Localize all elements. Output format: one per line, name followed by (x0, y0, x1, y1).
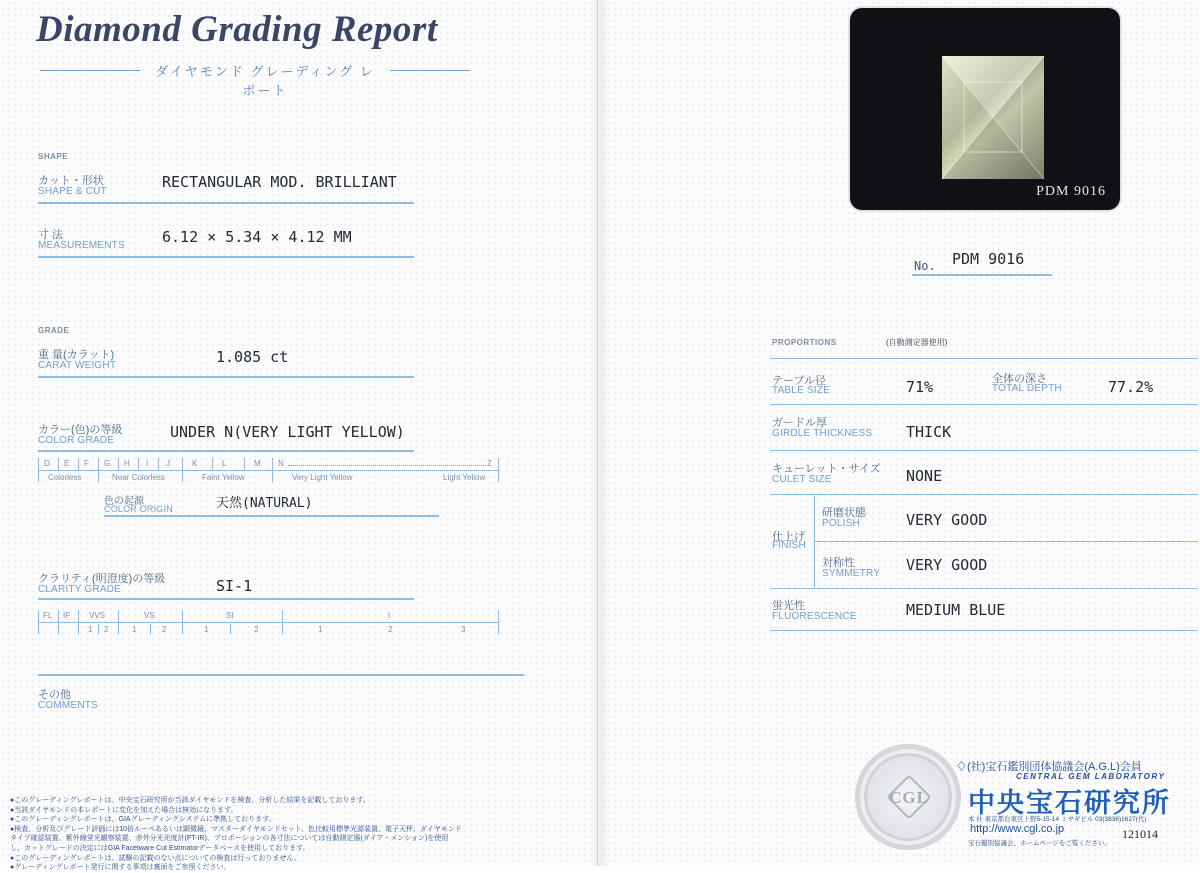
color-scale-letter-i: I (146, 459, 149, 468)
table-size-label-jp: テーブル径 (772, 375, 827, 387)
fine-print-line: ●このグレーディングレポートは、中央宝石研究所が当該ダイヤモンドを検査、分析した結果を記載しております。 (10, 797, 370, 804)
color-scale-baseline (38, 470, 499, 471)
polish-label-en: POLISH (822, 518, 860, 529)
report-title: Diamond Grading Report (36, 9, 438, 50)
carat-rule (38, 376, 414, 378)
clarity-scale-tick (98, 624, 99, 634)
color-scale-letter-h: H (124, 459, 130, 468)
color-scale-letter-m: M (254, 459, 261, 468)
fluorescence-label-jp: 蛍光性 (772, 600, 805, 612)
color-origin-label-jp: 色の起源 (104, 496, 144, 507)
comments-label-jp: その他 (38, 689, 71, 701)
proportions-top-rule (770, 358, 1198, 359)
clarity-label-jp: クラリティ(明澄度)の等級 (38, 573, 166, 585)
shape-cut-label-en: SHAPE & CUT (38, 186, 107, 197)
color-grade-label-en: COLOR GRADE (38, 435, 115, 446)
color-group-light-yellow: Light Yellow (443, 473, 486, 482)
culet-value: NONE (906, 467, 943, 485)
girdle-value: THICK (906, 423, 952, 441)
color-grade-rule (38, 450, 414, 452)
shape-cut-rule (38, 202, 414, 204)
clarity-rule (38, 598, 414, 600)
table-size-rule (770, 404, 1198, 405)
carat-label-jp: 重 量(カラット) (38, 349, 115, 361)
association-text: (社)宝石鑑別団体協議会(A.G.L)会員 (967, 761, 1142, 773)
table-size-value: 71% (906, 378, 934, 396)
fine-print (10, 796, 550, 873)
fluorescence-value: MEDIUM BLUE (906, 601, 1006, 619)
clarity-sub-si2: 2 (254, 625, 259, 634)
reference-number: 121014 (1122, 827, 1158, 841)
clarity-group-i: I (388, 611, 391, 620)
color-scale-tick (138, 458, 139, 470)
polish-rule (814, 541, 1198, 542)
measurements-label-en: MEASUREMENTS (38, 240, 125, 251)
clarity-sub-vs2: 2 (162, 625, 167, 634)
clarity-sub-i2: 2 (388, 625, 393, 634)
polish-value: VERY GOOD (906, 511, 988, 529)
clarity-sub-vvs2: 2 (104, 625, 109, 634)
fine-print-line: ●このグレーディングレポートは、GIAグレーディングシステムに準拠しております。 (10, 816, 276, 824)
girdle-label-jp: ガードル厚 (772, 417, 827, 429)
laboratory-name-en: CENTRAL GEM LABORATORY (1016, 772, 1166, 781)
total-depth-label-en: TOTAL DEPTH (992, 383, 1062, 394)
color-group-faint-yellow: Faint Yellow (202, 473, 245, 482)
color-origin-rule (104, 515, 439, 517)
color-scale-tick (244, 458, 245, 470)
measurements-value: 6.12 × 5.34 × 4.12 MM (162, 228, 352, 246)
color-scale-tick (158, 458, 159, 470)
fine-print-line: し、カットグレードの決定にはGIA Facetware Cut Estimatorデータベースを使用しております。 (10, 844, 310, 852)
color-origin-label-en: COLOR ORIGIN (104, 504, 173, 514)
clarity-value: SI-1 (216, 577, 253, 595)
fluorescence-label-en: FLUORESCENCE (772, 611, 857, 622)
measurements-label-jp: 寸 法 (38, 229, 64, 241)
fine-print-line: タイプ確認装置、紫外線蛍光観察装置、赤外分光光度計(FT-IR)、プロポーションの各寸法については自動測定器(ダイア・メンション)を使用 (10, 835, 449, 843)
color-origin-value: 天然(NATURAL) (216, 496, 313, 511)
clarity-scale-tick (150, 624, 151, 634)
finish-label-en: FINISH (772, 540, 806, 551)
clarity-group-fl: FL (43, 611, 53, 620)
fluorescence-rule (770, 630, 1198, 631)
girdle-rule (770, 450, 1198, 451)
culet-rule (770, 494, 1198, 495)
clarity-sub-vs1: 1 (132, 625, 137, 634)
laboratory-url-note: 宝石鑑別協議会、ホームページをご覧ください。 (968, 840, 1111, 847)
color-scale-letter-l: L (222, 459, 227, 468)
symmetry-rule (770, 588, 1198, 589)
clarity-sub-i1: 1 (318, 625, 323, 634)
clarity-sub-si1: 1 (204, 625, 209, 634)
color-grade-value: UNDER N(VERY LIGHT YELLOW) (170, 423, 405, 441)
color-scale-tick (58, 458, 59, 470)
diamond-facets (942, 56, 1044, 179)
diamond-photo (942, 56, 1044, 179)
report-number-value: PDM 9016 (952, 250, 1025, 268)
measurements-rule (38, 256, 414, 258)
symmetry-label-jp: 対称性 (822, 557, 855, 569)
symmetry-value: VERY GOOD (906, 556, 988, 574)
subtitle-rule-left (40, 70, 140, 71)
color-scale-tick (212, 458, 213, 470)
girdle-label-en: GIRDLE THICKNESS (772, 428, 873, 439)
comments-label-en: COMMENTS (38, 700, 98, 711)
subtitle-japanese: ダイヤモンド グレーディング レポート (155, 64, 375, 98)
color-scale-letter-z: Z (487, 459, 492, 468)
color-scale-letter-n: N (278, 459, 284, 468)
report-number-label: No. (914, 259, 936, 273)
fine-print-line: ●検査、分析及びグレード評価には10倍ルーペあるいは顕微鏡、マスターダイヤモンドセット、色比較用標準光源装置、電子天秤、ダイヤモンド (10, 825, 462, 833)
grade-section-label: GRADE (38, 326, 70, 335)
proportions-note: (自動測定器使用) (886, 338, 948, 347)
polish-label-jp: 研磨状態 (822, 507, 866, 519)
comments-upper-rule (38, 674, 524, 676)
seal-text: CGL (889, 788, 929, 807)
fine-print-line: ●当該ダイヤモンドの本レポートに変化を加えた場合は無効になります。 (10, 806, 238, 814)
color-scale-tick (78, 458, 79, 470)
color-group-near-colorless: Near Colorless (112, 473, 165, 482)
finish-label-jp: 仕上げ (772, 531, 805, 543)
laboratory-url[interactable]: http://www.cgl.co.jp (970, 823, 1065, 835)
clarity-scale-tick (230, 624, 231, 634)
clarity-label-en: CLARITY GRADE (38, 584, 121, 595)
color-scale-letter-d: D (44, 459, 50, 468)
culet-label-en: CULET SIZE (772, 474, 832, 485)
color-scale-letter-j: J (166, 459, 170, 468)
laboratory-name-jp: 中央宝石研究所 (968, 788, 1171, 818)
proportions-section-label: PROPORTIONS (772, 338, 837, 347)
color-group-very-light-yellow: Very Light Yellow (292, 473, 353, 482)
report-number-rule (912, 274, 1052, 276)
total-depth-value: 77.2% (1108, 378, 1154, 396)
carat-value: 1.085 ct (216, 348, 289, 366)
color-scale-letter-f: F (84, 459, 89, 468)
card-label: PDM 9016 (1036, 184, 1106, 199)
clarity-group-if: IF (63, 611, 71, 620)
diamond-icon: ♢ (956, 761, 967, 773)
color-scale-letter-e: E (64, 459, 70, 468)
finish-divider (814, 496, 815, 588)
table-size-label-en: TABLE SIZE (772, 385, 830, 396)
fine-print-line: ●このグレーディングレポートは、試験の記載のない点についての検査は行っておりません。 (10, 854, 301, 862)
clarity-group-vvs: VVS (89, 611, 106, 620)
color-group-colorless: Colorless (48, 473, 82, 482)
color-grade-label-jp: カラー(色)の等級 (38, 424, 123, 436)
culet-label-jp: キューレット・サイズ (772, 463, 881, 475)
shape-cut-label-jp: カット・形状 (38, 175, 104, 187)
clarity-sub-vvs1: 1 (88, 625, 93, 634)
shape-cut-value: RECTANGULAR MOD. BRILLIANT (162, 173, 397, 191)
clarity-group-si: SI (226, 611, 234, 620)
color-scale-tick (118, 458, 119, 470)
fine-print-line: ●グレーディングレポート発行に関する事項は裏面をご参照ください。 (10, 864, 231, 872)
clarity-scale-baseline (38, 622, 499, 623)
report-left-page (0, 0, 598, 872)
subtitle-rule-right (390, 70, 470, 71)
clarity-group-vs: VS (144, 611, 155, 620)
color-scale-letter-g: G (104, 459, 111, 468)
diamond-photo-card (850, 8, 1120, 210)
laboratory-address: 本 社 東京都台東区上野5-15-14 ミヤギビル 03(3836)1627(代) (968, 816, 1147, 823)
shape-section-label: SHAPE (38, 152, 69, 161)
total-depth-label-jp: 全体の深さ (992, 373, 1047, 385)
color-scale-letter-k: K (192, 459, 198, 468)
symmetry-label-en: SYMMETRY (822, 568, 881, 579)
page-fold (590, 0, 610, 866)
carat-label-en: CARAT WEIGHT (38, 360, 117, 371)
color-scale-dots (288, 465, 486, 466)
report-subtitle (40, 58, 470, 98)
clarity-sub-i3: 3 (461, 625, 466, 634)
